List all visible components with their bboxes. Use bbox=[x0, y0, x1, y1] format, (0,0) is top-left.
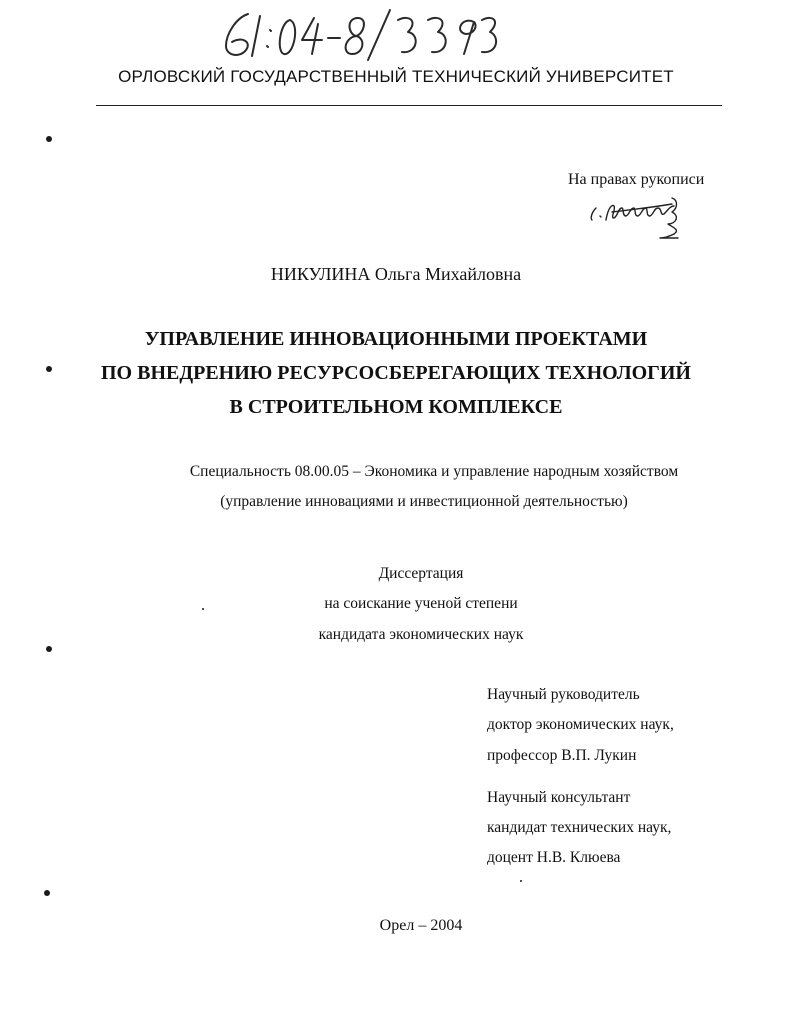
header-divider bbox=[96, 105, 722, 106]
degree-line-3: кандидата экономических наук bbox=[318, 626, 524, 643]
consultant-name: доцент Н.В. Клюева bbox=[487, 849, 621, 866]
specialty-subline: (управление инновациями и инвестиционной деятельностью) bbox=[220, 493, 628, 510]
scan-mark bbox=[46, 646, 52, 652]
author-name: НИКУЛИНА Ольга Михайловна bbox=[270, 264, 522, 284]
scan-mark bbox=[44, 890, 50, 896]
scan-speck bbox=[202, 608, 204, 610]
university-name: ОРЛОВСКИЙ ГОСУДАРСТВЕННЫЙ ТЕХНИЧЕСКИЙ УНИВЕРСИТЕТ bbox=[118, 67, 674, 86]
city-year: Орел – 2004 bbox=[379, 917, 463, 934]
dissertation-title-line-1: УПРАВЛЕНИЕ ИННОВАЦИОННЫМИ ПРОЕКТАМИ bbox=[144, 328, 648, 350]
degree-line-1: Диссертация bbox=[378, 565, 464, 582]
scan-mark bbox=[46, 366, 52, 372]
advisor-name: профессор В.П. Лукин bbox=[487, 747, 637, 764]
degree-line-2: на соискание ученой степени bbox=[324, 595, 518, 612]
scan-speck bbox=[520, 880, 522, 882]
handwritten-signature bbox=[588, 194, 688, 248]
advisor-degree: доктор экономических наук, bbox=[487, 716, 674, 733]
dissertation-title-line-3: В СТРОИТЕЛЬНОМ КОМПЛЕКСЕ bbox=[229, 396, 563, 418]
consultant-degree: кандидат технических наук, bbox=[487, 819, 672, 836]
handwritten-registry-number bbox=[218, 8, 500, 62]
scan-mark bbox=[46, 136, 52, 142]
specialty-line: Специальность 08.00.05 – Экономика и управление народным хозяйством bbox=[189, 463, 679, 480]
dissertation-title-line-2: ПО ВНЕДРЕНИЮ РЕСУРСОСБЕРЕГАЮЩИХ ТЕХНОЛОГИЙ bbox=[101, 362, 691, 384]
advisor-role: Научный руководитель bbox=[487, 686, 640, 703]
manuscript-note: На правах рукописи bbox=[568, 171, 705, 188]
consultant-role: Научный консультант bbox=[487, 789, 631, 806]
